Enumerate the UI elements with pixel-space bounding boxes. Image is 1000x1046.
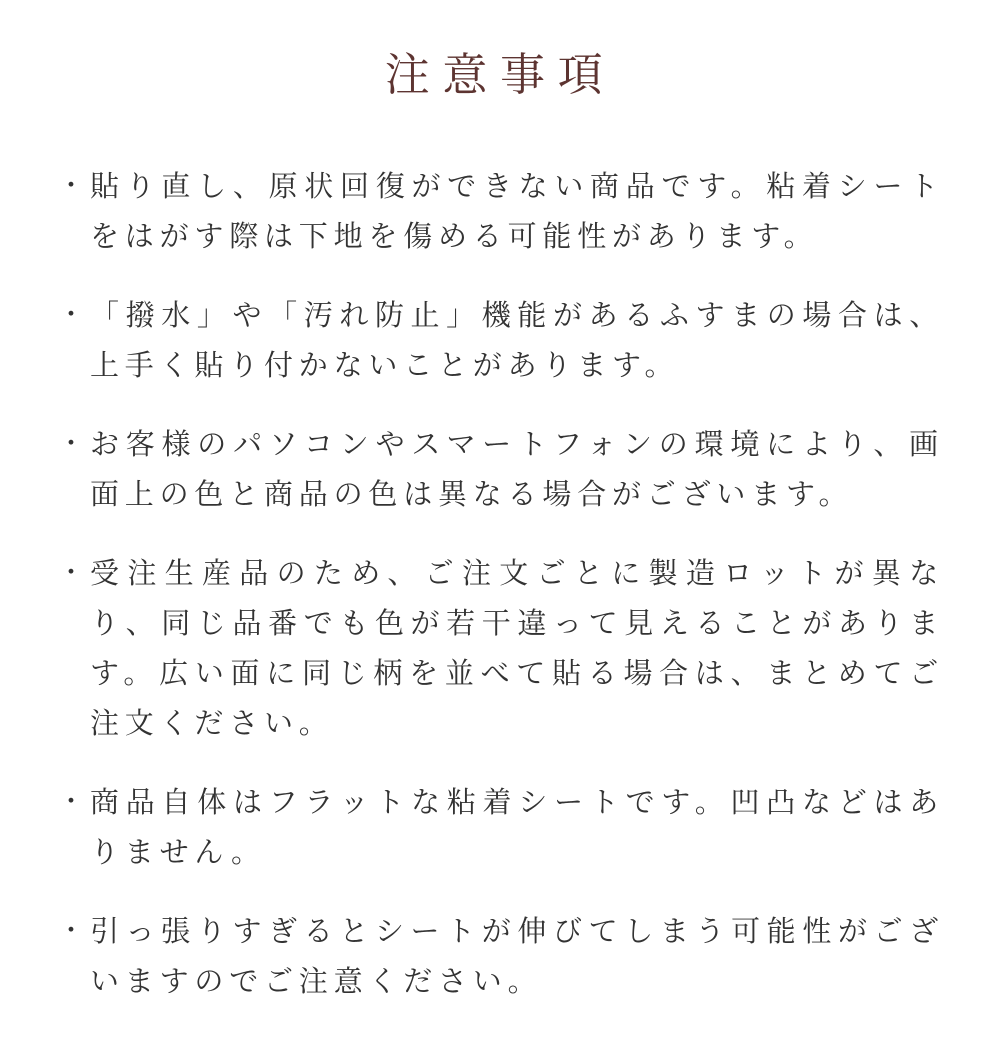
note-item (58, 906, 944, 1006)
note-text: 引っ張りすぎるとシートが伸びてしまう可能性がございますのでご注意ください。 (90, 913, 944, 998)
notes-list (58, 161, 944, 1006)
note-item (58, 161, 944, 261)
bullet-marker: ・ (58, 557, 90, 588)
note-text: 受注生産品のため、ご注文ごとに製造ロットが異なり、同じ品番でも色が若干違って見えることがあります。広い面に同じ柄を並べて貼る場合は、まとめてご注文ください。 (90, 555, 944, 740)
bullet-marker: ・ (58, 915, 90, 946)
page-title: 注意事項 (384, 48, 616, 101)
note-item (58, 419, 944, 519)
note-item (58, 290, 944, 390)
note-item (58, 548, 944, 748)
bullet-marker: ・ (58, 786, 90, 817)
precautions-page (0, 46, 1000, 1046)
note-text: 商品自体はフラットな粘着シートです。凹凸などはありません。 (90, 784, 944, 869)
bullet-marker: ・ (58, 428, 90, 459)
note-text: 「撥水」や「汚れ防止」機能があるふすまの場合は、上手く貼り付かないことがあります。 (90, 297, 944, 382)
bullet-marker: ・ (58, 299, 90, 330)
note-item (58, 777, 944, 877)
bullet-marker: ・ (58, 170, 90, 201)
note-text: お客様のパソコンやスマートフォンの環境により、画面上の色と商品の色は異なる場合がございます。 (90, 426, 944, 511)
note-text: 貼り直し、原状回復ができない商品です。粘着シートをはがす際は下地を傷める可能性があります。 (90, 168, 944, 253)
